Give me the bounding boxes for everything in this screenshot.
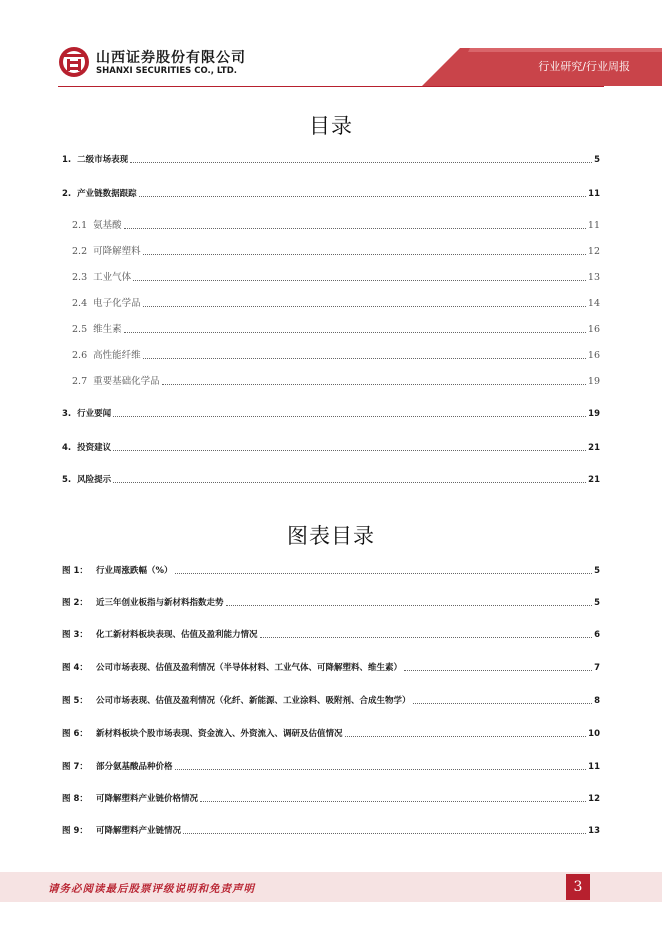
figure-leader-dots <box>183 833 586 834</box>
toc-item[interactable] <box>72 348 600 362</box>
figure-title: 化工新材料板块表现、估值及盈利能力情况 <box>96 630 258 640</box>
toc-leader-dots <box>124 228 586 229</box>
toc-item-page: 13 <box>587 272 600 283</box>
toc-leader-dots <box>162 384 586 385</box>
toc-leader-dots <box>113 482 586 483</box>
toc-leader-dots <box>143 306 586 307</box>
figure-page: 11 <box>588 762 600 772</box>
figure-toc-item[interactable] <box>62 726 600 740</box>
page-header <box>0 0 662 92</box>
figure-title: 可降解塑料产业链情况 <box>96 826 182 836</box>
figures-toc-title: 图表目录 <box>287 524 375 548</box>
figure-number: 图 4： <box>62 663 88 673</box>
toc-leader-dots <box>113 416 586 417</box>
toc-item-page: 19 <box>588 409 600 419</box>
figure-toc-item[interactable] <box>62 563 600 577</box>
toc-leader-dots <box>130 162 592 163</box>
toc-item-page: 11 <box>587 220 600 231</box>
figure-leader-dots <box>226 605 593 606</box>
toc-item-text: 氨基酸 <box>93 220 122 231</box>
figure-number: 图 8： <box>62 794 88 804</box>
figure-leader-dots <box>175 573 593 574</box>
toc-item-page: 21 <box>588 443 600 453</box>
figure-number: 图 7： <box>62 762 88 772</box>
toc-item[interactable] <box>62 186 600 200</box>
report-type-label: 行业研究/行业周报 <box>538 60 630 73</box>
figure-leader-dots <box>345 736 587 737</box>
figure-toc-item[interactable] <box>62 823 600 837</box>
toc-item-page: 19 <box>587 376 600 387</box>
toc-item-text: 行业要闻 <box>77 409 112 419</box>
toc-item-number: 2.6 <box>72 350 88 361</box>
figure-toc-item[interactable] <box>62 791 600 805</box>
figure-title: 近三年创业板指与新材料指数走势 <box>96 598 224 608</box>
toc-item-number: 5. <box>62 475 72 485</box>
toc-leader-dots <box>143 358 586 359</box>
figure-number: 图 5： <box>62 696 88 706</box>
figure-toc-item[interactable] <box>62 693 600 707</box>
toc-item-text: 重要基础化学品 <box>93 376 160 387</box>
company-name-en: SHANXI SECURITIES CO., LTD. <box>96 66 238 76</box>
toc-item[interactable] <box>62 152 600 166</box>
toc-leader-dots <box>133 280 586 281</box>
toc-item[interactable] <box>72 218 600 232</box>
figure-title: 公司市场表现、估值及盈利情况（半导体材料、工业气体、可降解塑料、维生素） <box>96 663 403 673</box>
toc-item-text: 高性能纤维 <box>93 350 141 361</box>
toc-item-text: 产业链数据跟踪 <box>77 189 137 199</box>
company-name-cn: 山西证券股份有限公司 <box>96 50 246 66</box>
toc-item-text: 可降解塑料 <box>93 246 141 257</box>
toc-leader-dots <box>143 254 586 255</box>
figure-number: 图 1： <box>62 566 88 576</box>
toc-item-text: 维生素 <box>93 324 122 335</box>
figure-title: 部分氨基酸品种价格 <box>96 762 173 772</box>
toc-item-page: 12 <box>587 246 600 257</box>
header-banner <box>0 0 662 92</box>
header-divider <box>58 86 604 87</box>
figure-leader-dots <box>260 637 593 638</box>
figure-page: 6 <box>594 630 600 640</box>
toc-item-page: 5 <box>594 155 600 165</box>
figure-title: 可降解塑料产业链价格情况 <box>96 794 199 804</box>
toc-item[interactable] <box>72 374 600 388</box>
toc-item-text: 风险提示 <box>77 475 112 485</box>
page-number: 3 <box>566 874 590 900</box>
toc-item-page: 11 <box>588 189 600 199</box>
figure-toc-item[interactable] <box>62 627 600 641</box>
toc-item[interactable] <box>62 440 600 454</box>
figure-leader-dots <box>404 670 592 671</box>
toc-leader-dots <box>124 332 586 333</box>
figure-page: 5 <box>594 598 600 608</box>
toc-item-text: 工业气体 <box>93 272 132 283</box>
company-logo-icon <box>58 46 90 78</box>
toc-item-text: 电子化学品 <box>93 298 141 309</box>
toc-item-number: 1. <box>62 155 72 165</box>
toc-item-number: 2.2 <box>72 246 88 257</box>
figure-page: 10 <box>588 729 600 739</box>
toc-title: 目录 <box>309 114 353 138</box>
figure-toc-item[interactable] <box>62 759 600 773</box>
figure-number: 图 2： <box>62 598 88 608</box>
figure-page: 12 <box>588 794 600 804</box>
toc-item[interactable] <box>62 406 600 420</box>
toc-item-page: 16 <box>587 324 600 335</box>
toc-leader-dots <box>113 450 586 451</box>
figure-number: 图 3： <box>62 630 88 640</box>
figure-number: 图 9： <box>62 826 88 836</box>
toc-item[interactable] <box>72 322 600 336</box>
toc-item-number: 2.7 <box>72 376 88 387</box>
toc-item-number: 2.1 <box>72 220 88 231</box>
toc-item-number: 2.5 <box>72 324 88 335</box>
figure-leader-dots <box>200 801 586 802</box>
toc-item-page: 14 <box>587 298 600 309</box>
toc-item-number: 4. <box>62 443 72 453</box>
toc-leader-dots <box>139 196 586 197</box>
toc-item-text: 二级市场表现 <box>77 155 129 165</box>
toc-item[interactable] <box>72 244 600 258</box>
toc-item[interactable] <box>72 296 600 310</box>
figure-title: 公司市场表现、估值及盈利情况（化纤、新能源、工业涂料、吸附剂、合成生物学） <box>96 696 411 706</box>
toc-item[interactable] <box>62 472 600 486</box>
toc-item-number: 2.4 <box>72 298 88 309</box>
toc-item-text: 投资建议 <box>77 443 112 453</box>
figure-title: 新材料板块个股市场表现、资金流入、外资流入、调研及估值情况 <box>96 729 343 739</box>
figure-toc-item[interactable] <box>62 660 600 674</box>
toc-item[interactable] <box>72 270 600 284</box>
figure-number: 图 6： <box>62 729 88 739</box>
figure-toc-item[interactable] <box>62 595 600 609</box>
figure-page: 8 <box>594 696 600 706</box>
figure-page: 5 <box>594 566 600 576</box>
figure-leader-dots <box>175 769 587 770</box>
footer-disclaimer: 请务必阅读最后股票评级说明和免责声明 <box>48 883 255 895</box>
toc-item-page: 16 <box>587 350 600 361</box>
figure-page: 7 <box>594 663 600 673</box>
toc-item-number: 3. <box>62 409 72 419</box>
figure-title: 行业周涨跌幅（%） <box>96 566 173 576</box>
toc-item-page: 21 <box>588 475 600 485</box>
toc-item-number: 2.3 <box>72 272 88 283</box>
figure-page: 13 <box>588 826 600 836</box>
figure-leader-dots <box>413 703 593 704</box>
toc-item-number: 2. <box>62 189 72 199</box>
